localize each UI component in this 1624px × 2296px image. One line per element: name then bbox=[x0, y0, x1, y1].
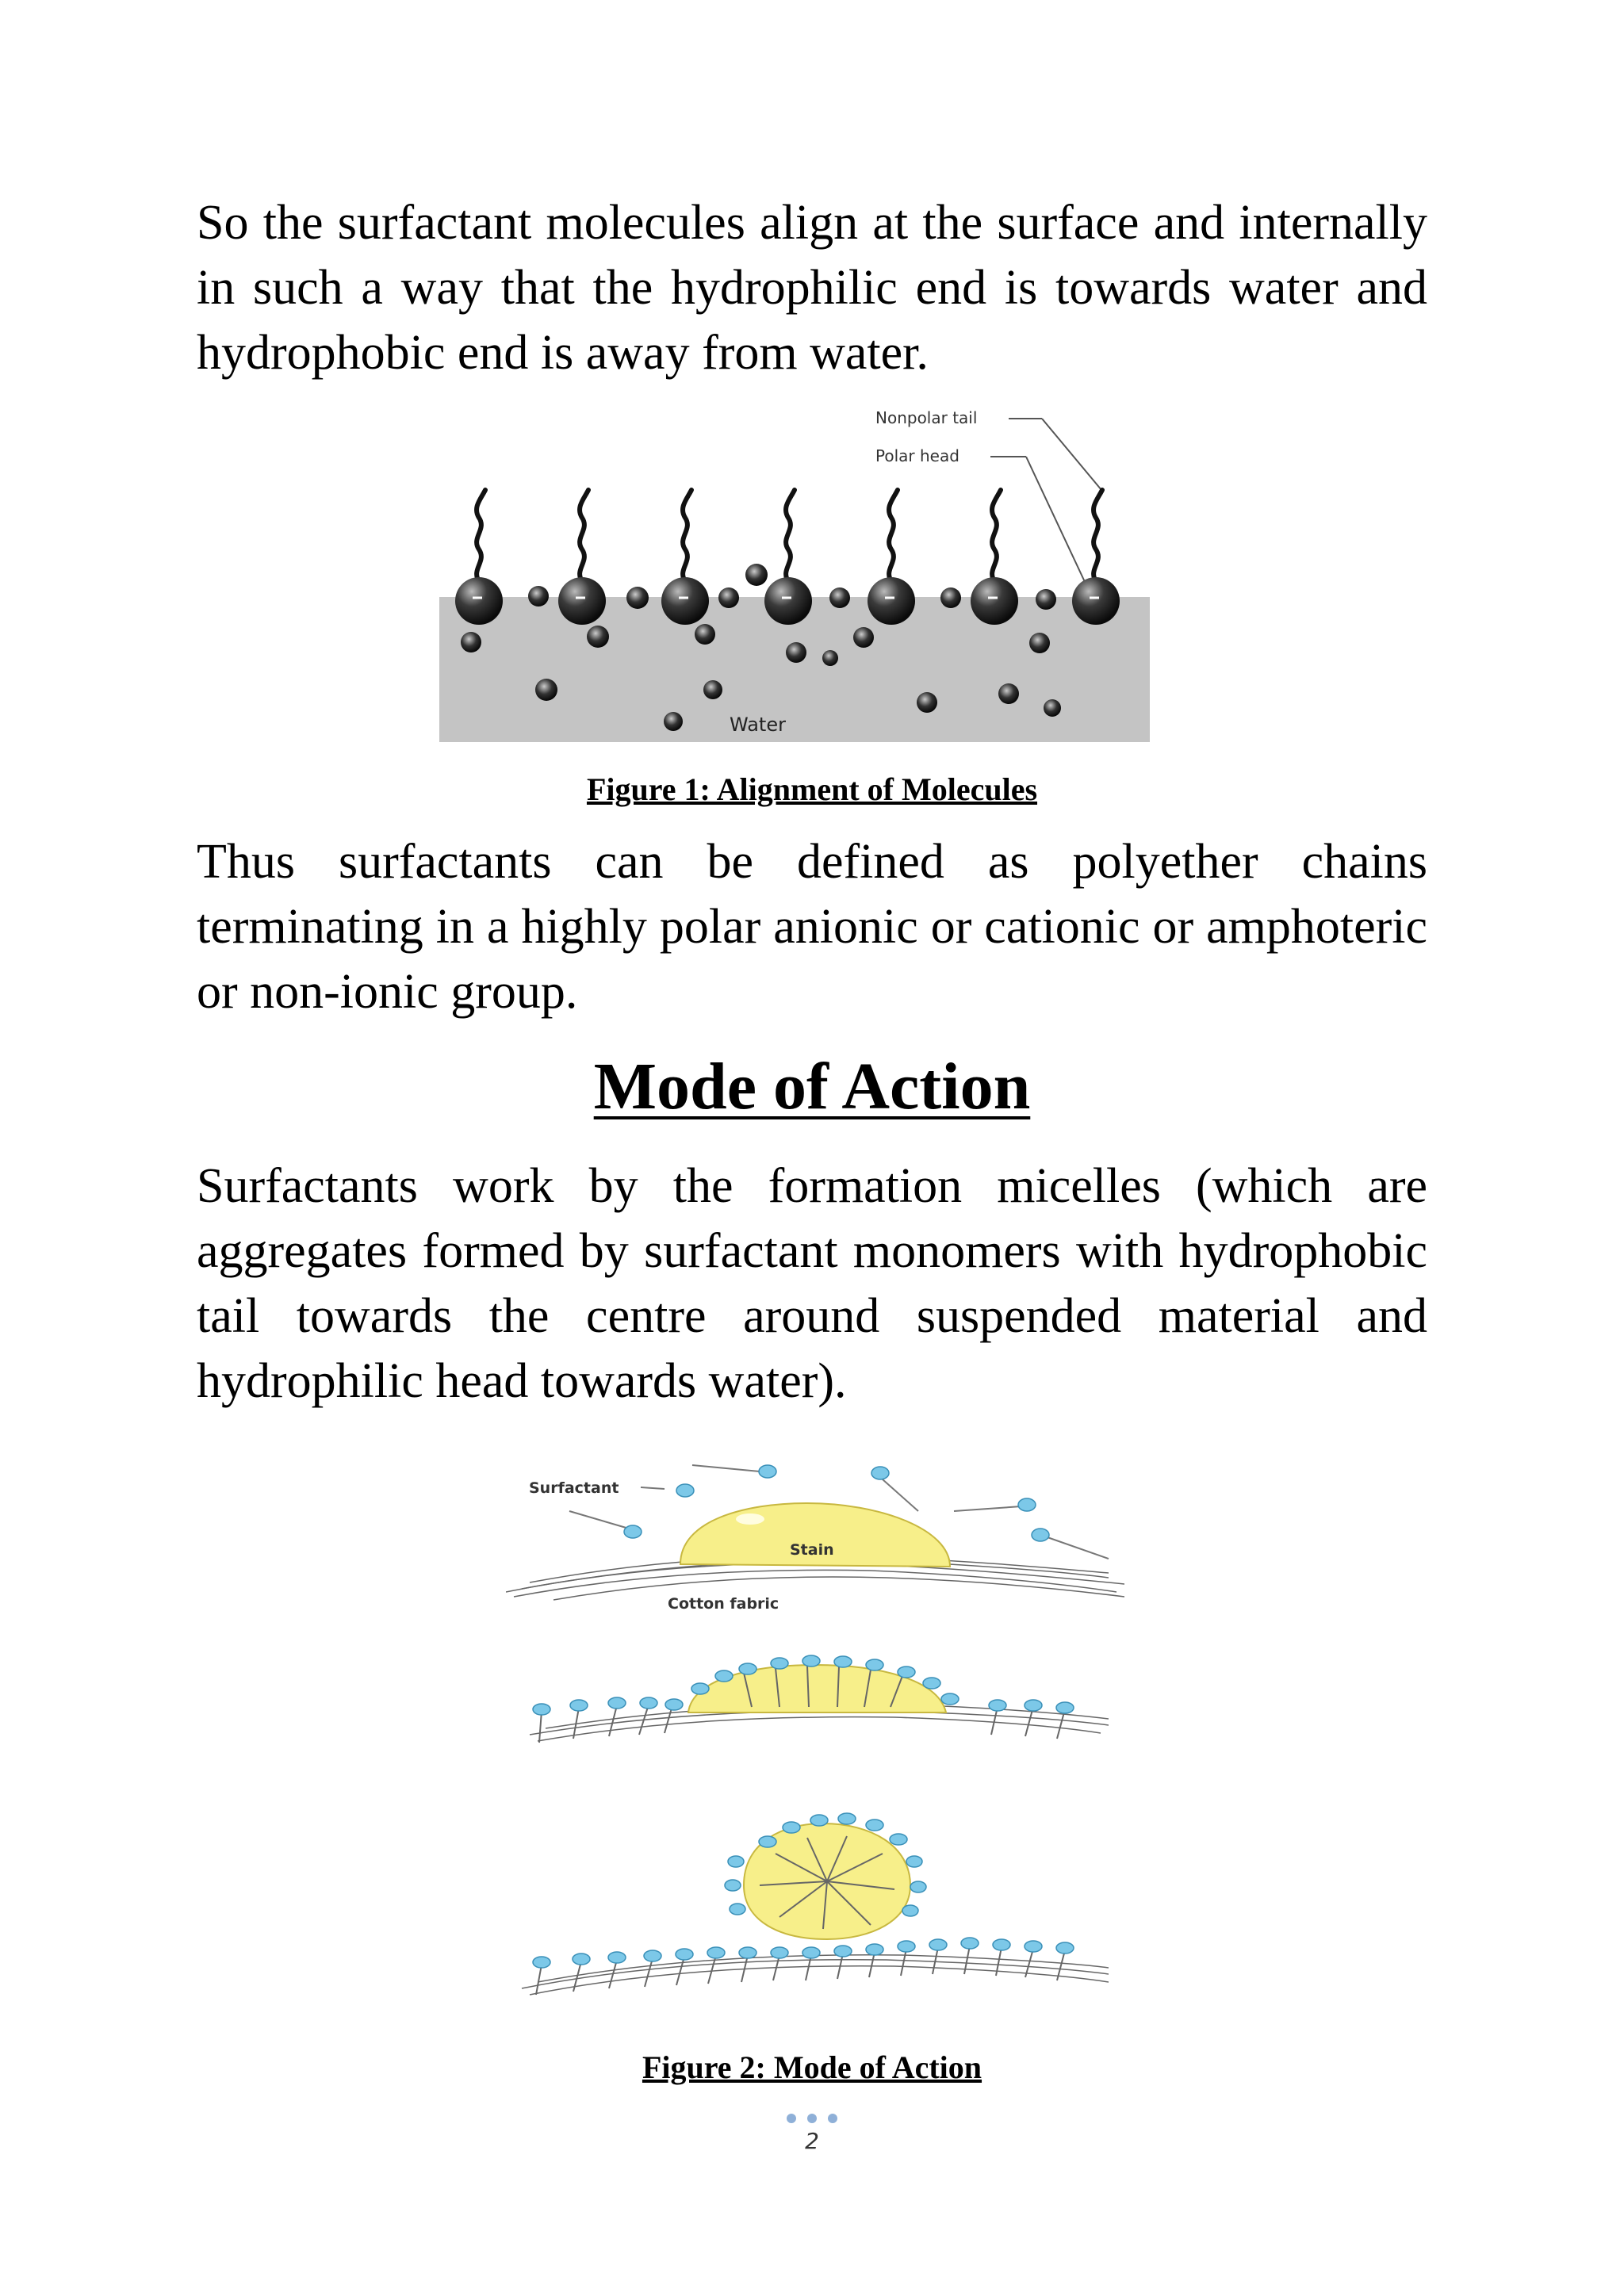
label-stain: Stain bbox=[790, 1541, 834, 1559]
section-heading: Mode of Action bbox=[593, 1050, 1031, 1123]
footer-dot bbox=[828, 2114, 837, 2123]
footer-dots bbox=[0, 2114, 1624, 2123]
page-footer bbox=[0, 2114, 1624, 2154]
paragraph-definition: Thus surfactants can be defined as polyether chains terminating in a highly polar anionic or cationic or amphoteric or non-ionic group. bbox=[197, 835, 1427, 1019]
figure-alignment-of-molecules bbox=[439, 411, 1150, 742]
label-cotton-fabric: Cotton fabric bbox=[668, 1595, 779, 1613]
label-nonpolar-tail: Nonpolar tail bbox=[875, 411, 978, 427]
figure-1-caption: Figure 1: Alignment of Molecules bbox=[586, 771, 1038, 807]
label-polar-head: Polar head bbox=[875, 446, 959, 465]
paragraph-mode-of-action: Surfactants work by the formation micelles (which are aggregates formed by surfactant monomers with hydrophobic tail towards the centre around suspended material and hydrophilic head towards water). bbox=[197, 1159, 1427, 1408]
paragraph-alignment: So the surfactant molecules align at the surface and internally in such a way that the hydrophilic end is towards water and hydrophobic end is away from water. bbox=[197, 196, 1427, 380]
footer-dot bbox=[787, 2114, 796, 2123]
label-surfactant: Surfactant bbox=[529, 1479, 619, 1497]
figure-mode-of-action bbox=[506, 1441, 1124, 2025]
page-number: 2 bbox=[805, 2128, 819, 2154]
footer-dot bbox=[807, 2114, 817, 2123]
label-water: Water bbox=[730, 714, 786, 736]
figure-2-caption: Figure 2: Mode of Action bbox=[642, 2049, 982, 2085]
